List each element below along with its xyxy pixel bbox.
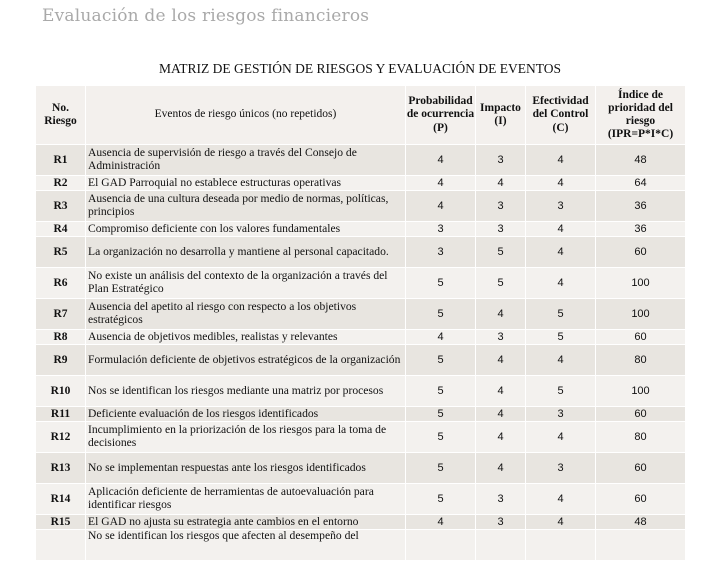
risk-id: R1 (36, 145, 86, 176)
risk-id: R14 (36, 484, 86, 515)
risk-event: La organización no desarrolla y mantiene al personal capacitado. (86, 237, 406, 268)
risk-control: 4 (526, 222, 596, 237)
risk-event: No existe un análisis del contexto de la organización a través del Plan Estratégico (86, 268, 406, 299)
risk-control: 5 (526, 330, 596, 345)
risk-probability: 5 (406, 422, 476, 453)
risk-impact: 3 (476, 191, 526, 222)
risk-probability: 5 (406, 268, 476, 299)
risk-probability: 4 (406, 515, 476, 530)
table-row (36, 345, 686, 376)
table-row (36, 237, 686, 268)
risk-impact: 4 (476, 407, 526, 422)
risk-control: 4 (526, 484, 596, 515)
risk-impact: 5 (476, 268, 526, 299)
header-indice: Índice de prioridad del riesgo (IPR=P*I*C) (596, 86, 686, 145)
risk-control: 4 (526, 268, 596, 299)
risk-event: El GAD no ajusta su estrategia ante cambios en el entorno (86, 515, 406, 530)
table-row (36, 453, 686, 484)
risk-id: R5 (36, 237, 86, 268)
slide-title: Evaluación de los riesgos financieros (42, 6, 370, 26)
risk-control: 5 (526, 376, 596, 407)
risk-id: R11 (36, 407, 86, 422)
risk-id: R10 (36, 376, 86, 407)
risk-impact: 5 (476, 237, 526, 268)
risk-ipr: 80 (596, 345, 686, 376)
risk-id (36, 530, 86, 561)
risk-ipr: 60 (596, 407, 686, 422)
table-row (36, 330, 686, 345)
risk-control: 4 (526, 345, 596, 376)
table-row (36, 222, 686, 237)
risk-impact: 4 (476, 176, 526, 191)
risk-ipr: 60 (596, 330, 686, 345)
risk-ipr: 100 (596, 268, 686, 299)
risk-event: El GAD Parroquial no establece estructuras operativas (86, 176, 406, 191)
risk-control: 4 (526, 422, 596, 453)
risk-impact: 3 (476, 145, 526, 176)
risk-id: R7 (36, 299, 86, 330)
risk-impact: 4 (476, 376, 526, 407)
risk-ipr: 80 (596, 422, 686, 453)
risk-event: Ausencia de una cultura deseada por medio de normas, políticas, principios (86, 191, 406, 222)
risk-event: Incumplimiento en la priorización de los riesgos para la toma de decisiones (86, 422, 406, 453)
risk-control: 4 (526, 145, 596, 176)
risk-probability: 5 (406, 484, 476, 515)
table-row (36, 484, 686, 515)
header-impacto: Impacto (I) (476, 86, 526, 145)
risk-probability: 5 (406, 299, 476, 330)
table-row (36, 407, 686, 422)
risk-id: R15 (36, 515, 86, 530)
risk-ipr: 100 (596, 376, 686, 407)
risk-id: R8 (36, 330, 86, 345)
header-row (36, 86, 686, 145)
risk-control: 4 (526, 515, 596, 530)
risk-matrix-table (35, 85, 686, 561)
risk-event: Ausencia de supervisión de riesgo a través del Consejo de Administración (86, 145, 406, 176)
risk-ipr: 36 (596, 222, 686, 237)
risk-control: 3 (526, 453, 596, 484)
risk-control (526, 530, 596, 561)
risk-impact: 4 (476, 453, 526, 484)
risk-impact: 3 (476, 515, 526, 530)
risk-impact: 4 (476, 422, 526, 453)
risk-ipr: 60 (596, 453, 686, 484)
risk-impact: 3 (476, 222, 526, 237)
risk-probability: 4 (406, 176, 476, 191)
risk-event: Formulación deficiente de objetivos estratégicos de la organización (86, 345, 406, 376)
risk-impact: 4 (476, 299, 526, 330)
risk-control: 3 (526, 407, 596, 422)
risk-impact: 3 (476, 484, 526, 515)
risk-ipr: 64 (596, 176, 686, 191)
risk-event: Compromiso deficiente con los valores fundamentales (86, 222, 406, 237)
risk-probability (406, 530, 476, 561)
table-row (36, 530, 686, 561)
risk-event: Nos se identifican los riesgos mediante una matriz por procesos (86, 376, 406, 407)
risk-impact (476, 530, 526, 561)
risk-probability: 5 (406, 407, 476, 422)
table-row (36, 145, 686, 176)
risk-ipr: 60 (596, 237, 686, 268)
risk-id: R3 (36, 191, 86, 222)
risk-event: Ausencia de objetivos medibles, realistas y relevantes (86, 330, 406, 345)
table-title: MATRIZ DE GESTIÓN DE RIESGOS Y EVALUACIÓN DE EVENTOS (159, 61, 561, 76)
risk-event: Deficiente evaluación de los riesgos identificados (86, 407, 406, 422)
risk-id: R4 (36, 222, 86, 237)
table-row (36, 299, 686, 330)
risk-probability: 3 (406, 237, 476, 268)
table-row (36, 268, 686, 299)
risk-control: 4 (526, 237, 596, 268)
risk-probability: 4 (406, 330, 476, 345)
risk-ipr (596, 530, 686, 561)
risk-event: Aplicación deficiente de herramientas de autoevaluación para identificar riesgos (86, 484, 406, 515)
header-no-riesgo: No. Riesgo (36, 86, 86, 145)
header-eventos: Eventos de riesgo únicos (no repetidos) (86, 86, 406, 145)
risk-ipr: 60 (596, 484, 686, 515)
table-row (36, 515, 686, 530)
risk-ipr: 48 (596, 145, 686, 176)
table-row (36, 176, 686, 191)
risk-id: R2 (36, 176, 86, 191)
table-row (36, 422, 686, 453)
risk-control: 5 (526, 299, 596, 330)
table-row (36, 191, 686, 222)
header-probabilidad: Probabilidad de ocurrencia (P) (406, 86, 476, 145)
risk-id: R13 (36, 453, 86, 484)
risk-control: 4 (526, 176, 596, 191)
risk-id: R6 (36, 268, 86, 299)
risk-probability: 5 (406, 376, 476, 407)
table-row (36, 376, 686, 407)
risk-id: R9 (36, 345, 86, 376)
risk-ipr: 100 (596, 299, 686, 330)
risk-probability: 4 (406, 191, 476, 222)
risk-probability: 5 (406, 453, 476, 484)
risk-probability: 4 (406, 145, 476, 176)
risk-id: R12 (36, 422, 86, 453)
risk-control: 3 (526, 191, 596, 222)
risk-probability: 3 (406, 222, 476, 237)
risk-event: No se identifican los riesgos que afecten al desempeño del (86, 530, 406, 561)
risk-ipr: 48 (596, 515, 686, 530)
risk-probability: 5 (406, 345, 476, 376)
risk-impact: 3 (476, 330, 526, 345)
risk-event: No se implementan respuestas ante los riesgos identificados (86, 453, 406, 484)
risk-event: Ausencia del apetito al riesgo con respecto a los objetivos estratégicos (86, 299, 406, 330)
header-efectividad: Efectividad del Control (C) (526, 86, 596, 145)
risk-ipr: 36 (596, 191, 686, 222)
risk-impact: 4 (476, 345, 526, 376)
